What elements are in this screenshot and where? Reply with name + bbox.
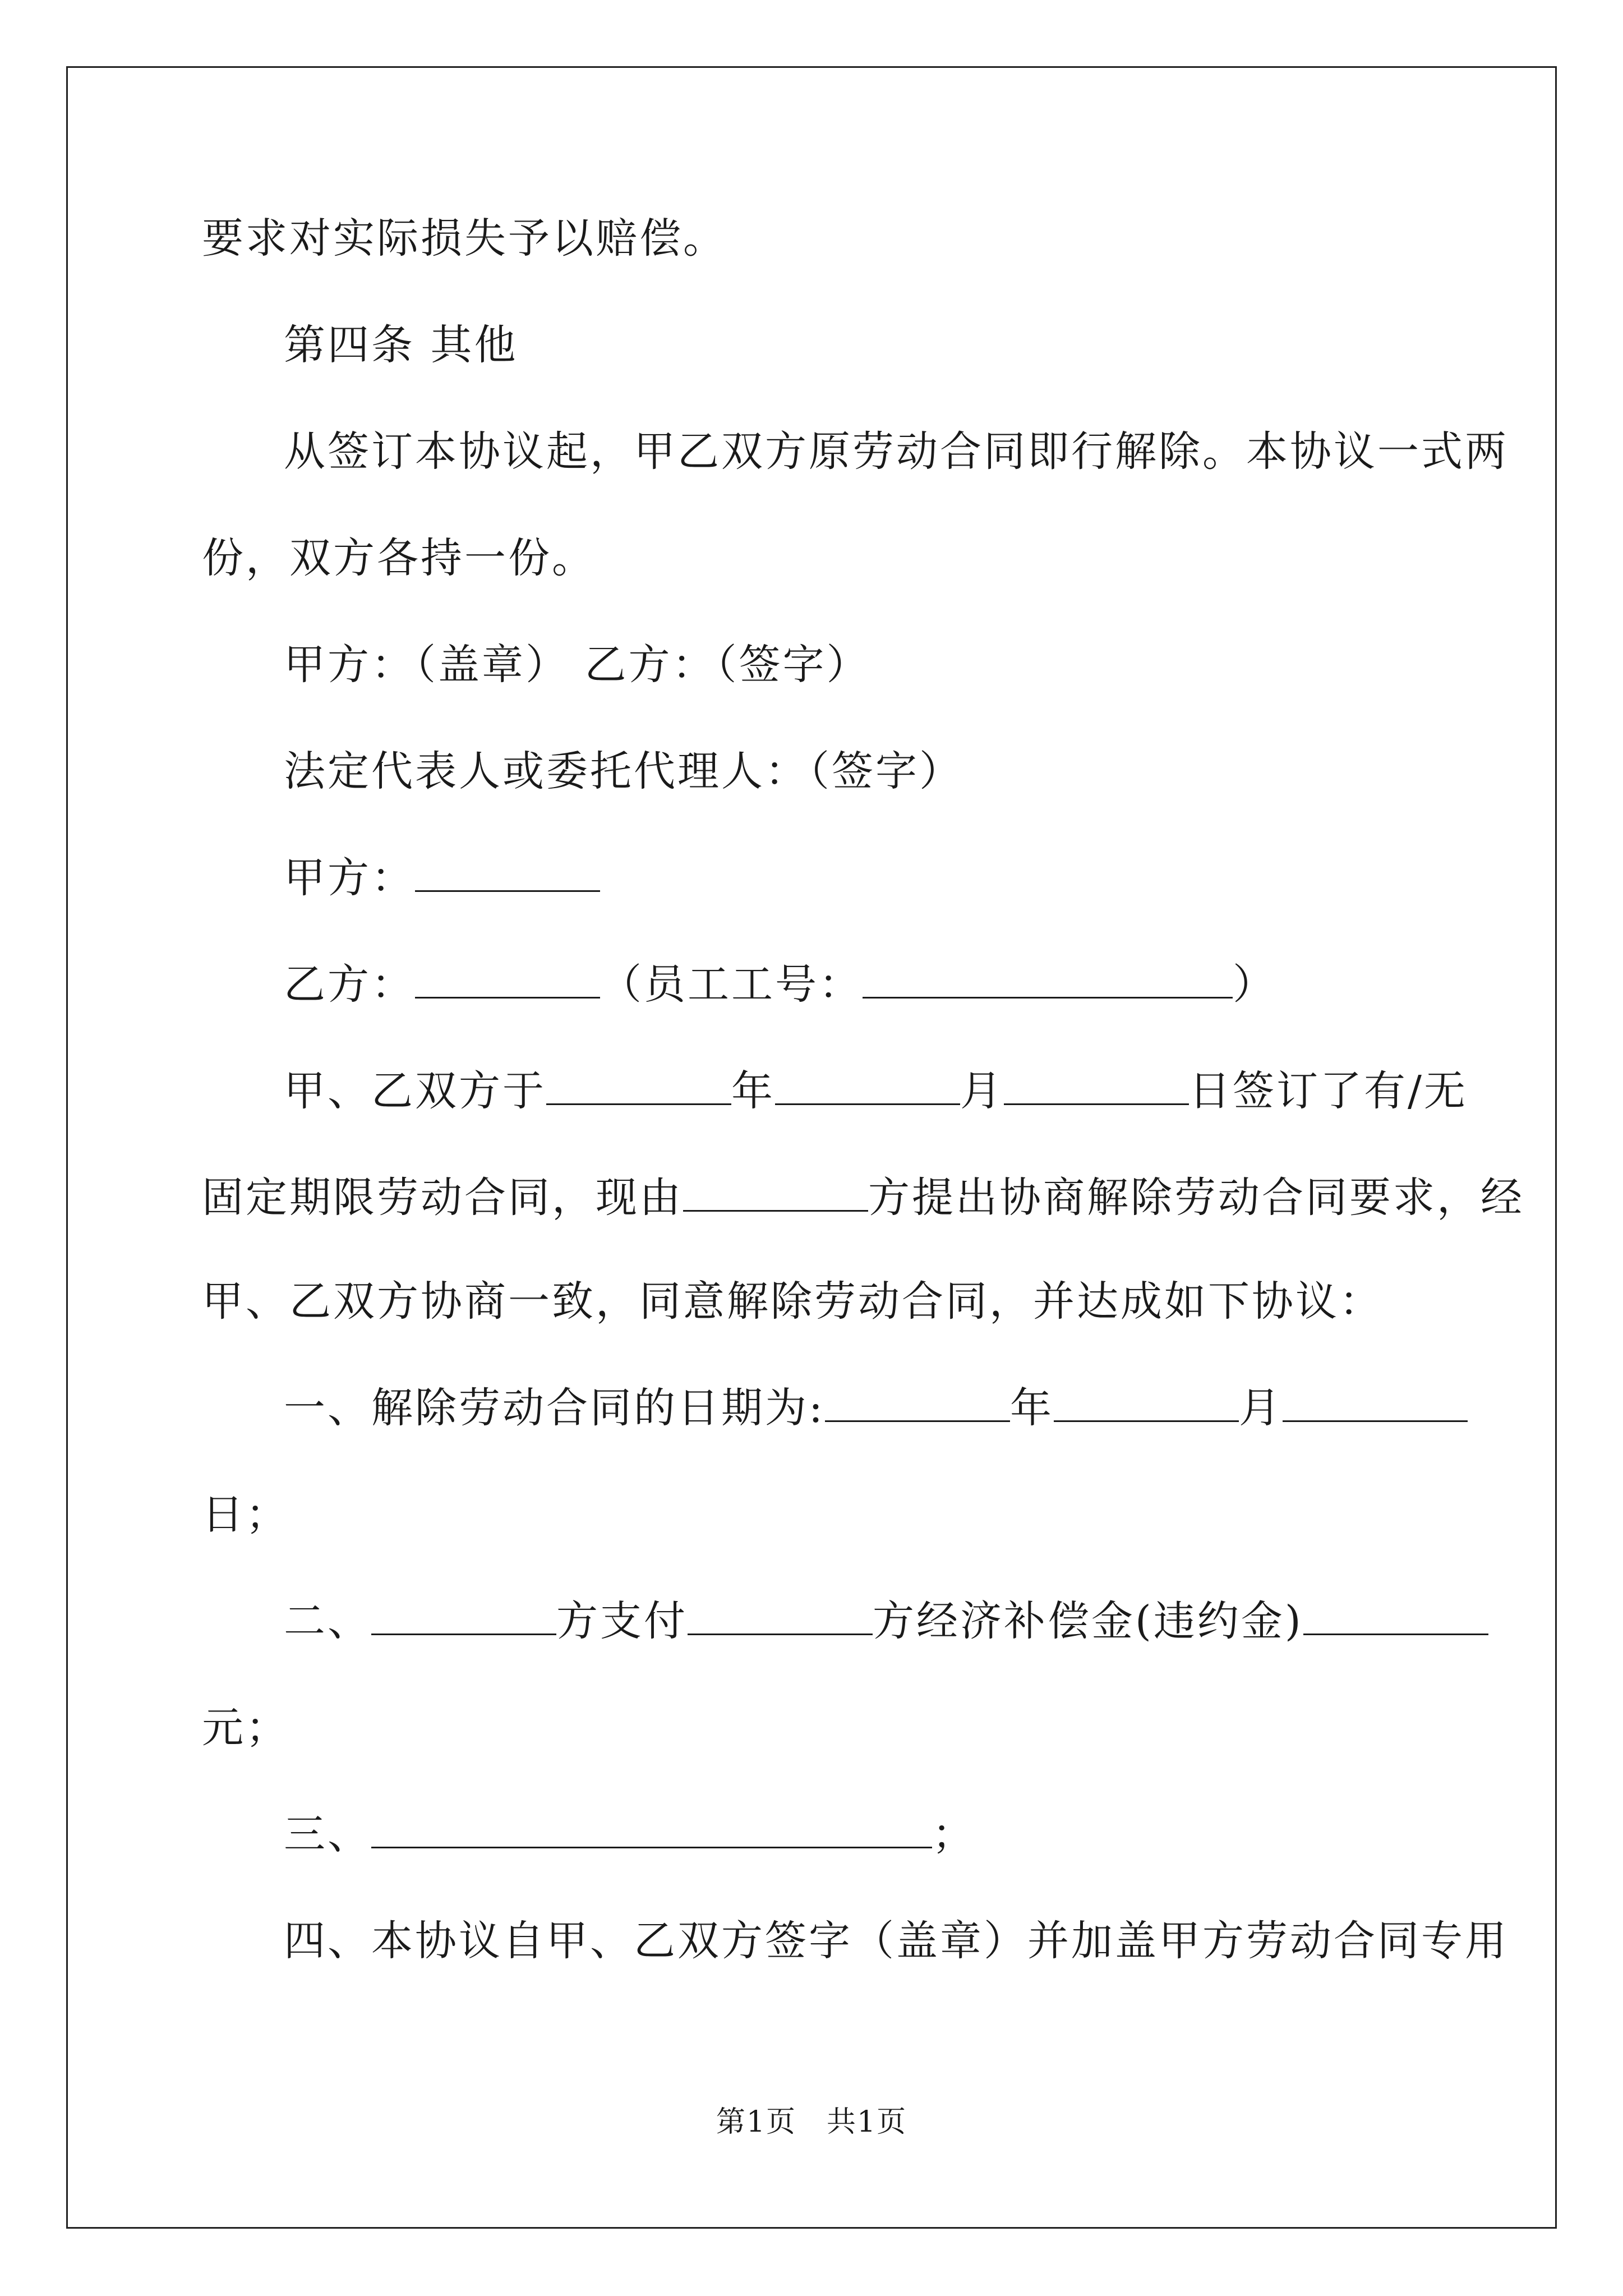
page-number: 第1页 共1页: [716, 2105, 907, 2139]
blank-field[interactable]: [546, 1069, 731, 1105]
page-footer: [0, 2098, 1623, 2140]
line-text: 甲、乙双方协商一致，同意解除劳动合同，并达成如下协议：: [202, 1277, 1383, 1326]
line-text: 月: [1238, 1384, 1283, 1432]
text-line: [202, 213, 727, 264]
blank-field[interactable]: [863, 962, 1233, 999]
clause-line: [284, 1916, 1509, 1966]
line-text: 要求对实际损失予以赔偿。: [202, 214, 727, 263]
text-line: [202, 1489, 289, 1540]
line-text: （员工工号：: [600, 960, 863, 1009]
line-text: 方提出协商解除劳动合同要求，经: [868, 1174, 1524, 1222]
line-text: 日；: [202, 1490, 289, 1539]
line-text: 元；: [202, 1704, 289, 1752]
text-line: [202, 533, 596, 583]
line-text: 方经济补偿金(违约金): [873, 1597, 1303, 1645]
blank-field[interactable]: [1004, 1069, 1189, 1105]
line-text: ）: [1233, 960, 1276, 1009]
blank-field[interactable]: [415, 855, 600, 892]
text-line: [202, 1172, 1524, 1223]
text-line: [284, 426, 1509, 477]
blank-field[interactable]: [371, 1599, 556, 1635]
line-text: 四、本协议自甲、乙双方签字（盖章）并加盖甲方劳动合同专用: [284, 1917, 1509, 1965]
page-border: [66, 66, 1557, 2229]
line-text: 年: [731, 1067, 775, 1115]
blank-field[interactable]: [683, 1175, 868, 1212]
blank-field[interactable]: [688, 1599, 873, 1635]
line-text: 第四条 其他: [284, 321, 518, 369]
clause-line: [284, 1809, 976, 1860]
line-text: 方支付: [556, 1597, 688, 1645]
line-text: 二、: [284, 1597, 371, 1645]
blank-field[interactable]: [1303, 1599, 1488, 1635]
line-text: 三、: [284, 1810, 371, 1858]
article-heading: [284, 320, 518, 370]
party-a-line: [284, 853, 600, 903]
blank-field[interactable]: [1054, 1386, 1239, 1422]
clause-line: [284, 1383, 1468, 1433]
line-text: 一、解除劳动合同的日期为:: [284, 1384, 825, 1432]
blank-field[interactable]: [415, 962, 600, 999]
signature-line: [284, 639, 870, 690]
line-text: 固定期限劳动合同，现由: [202, 1174, 683, 1222]
representative-line: [284, 746, 963, 797]
text-line: [202, 1703, 289, 1753]
clause-line: [284, 1596, 1488, 1646]
text-line: [284, 1066, 1468, 1116]
blank-field[interactable]: [371, 1812, 932, 1848]
line-text: 甲方：: [284, 854, 415, 902]
line-text: ；: [932, 1810, 976, 1858]
line-text: 法定代表人或委托代理人：（签字）: [284, 747, 963, 795]
line-text: 月: [960, 1067, 1004, 1115]
line-text: 份，双方各持一份。: [202, 534, 596, 582]
line-text: 甲、乙双方于: [284, 1067, 546, 1115]
line-text: 从签订本协议起，甲乙双方原劳动合同即行解除。本协议一式两: [284, 427, 1509, 476]
party-b-line: [284, 959, 1276, 1010]
blank-field[interactable]: [1283, 1386, 1468, 1422]
text-line: [202, 1276, 1383, 1327]
line-text: 乙方：: [284, 960, 415, 1009]
line-text: 甲方：（盖章） 乙方：（签字）: [284, 641, 870, 689]
blank-field[interactable]: [775, 1069, 960, 1105]
blank-field[interactable]: [825, 1386, 1010, 1422]
line-text: 年: [1009, 1384, 1054, 1432]
line-text: 日签订了有/无: [1189, 1067, 1468, 1115]
